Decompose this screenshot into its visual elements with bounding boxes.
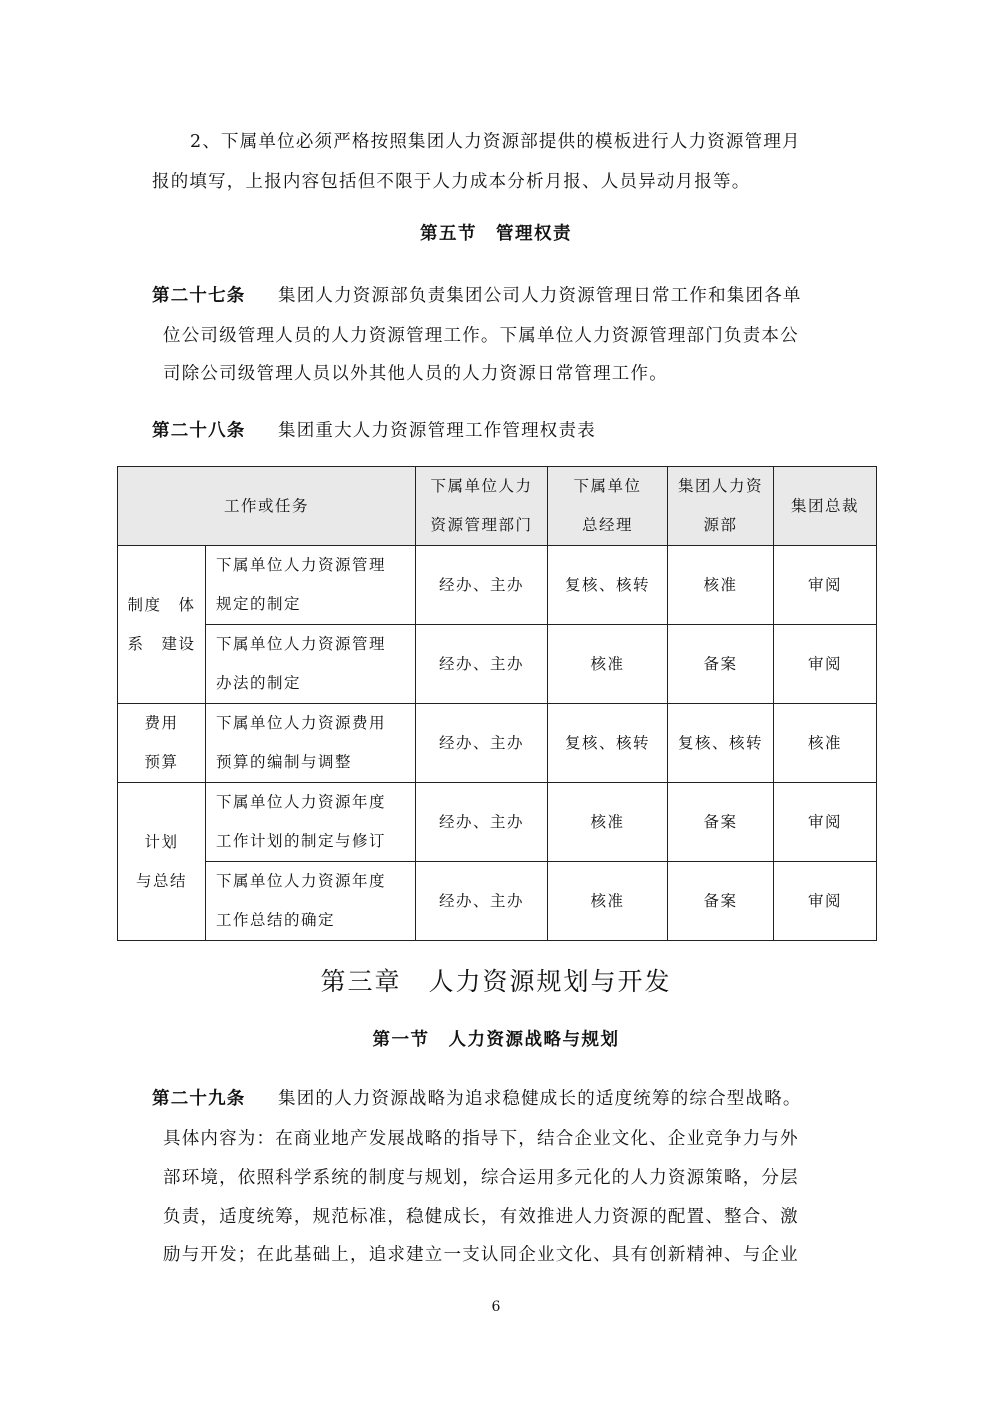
table-row bbox=[118, 704, 877, 783]
category-cell: 制度 体 系 建设 bbox=[118, 546, 206, 704]
article-27-line-3: 司除公司级管理人员以外其他人员的人力资源日常管理工作。 bbox=[163, 364, 668, 384]
article-29-line-2: 具体内容为：在商业地产发展战略的指导下，结合企业文化、企业竞争力与外 bbox=[163, 1129, 799, 1149]
paragraph-2-line-2: 报的填写，上报内容包括但不限于人力成本分析月报、人员异动月报等。 bbox=[152, 172, 751, 192]
category-cell: 计划 与总结 bbox=[118, 783, 206, 941]
cell-dept: 经办、主办 bbox=[416, 625, 548, 704]
article-28-line bbox=[152, 417, 596, 442]
cell-gm: 核准 bbox=[548, 625, 668, 704]
cell-gm: 复核、核转 bbox=[548, 704, 668, 783]
table-row bbox=[118, 783, 877, 862]
task-cell: 下属单位人力资源费用 预算的编制与调整 bbox=[206, 704, 416, 783]
article-29-heading: 第二十九条 bbox=[152, 1089, 246, 1109]
article-29-line-3: 部环境，依照科学系统的制度与规划，综合运用多元化的人力资源策略，分层 bbox=[163, 1168, 799, 1188]
cell-group-hr: 备案 bbox=[668, 862, 774, 941]
category-cell: 费用 预算 bbox=[118, 704, 206, 783]
cell-president: 审阅 bbox=[774, 625, 877, 704]
cell-dept: 经办、主办 bbox=[416, 783, 548, 862]
article-27-line-2: 位公司级管理人员的人力资源管理工作。下属单位人力资源管理部门负责本公 bbox=[163, 326, 799, 346]
cell-dept: 经办、主办 bbox=[416, 546, 548, 625]
task-cell: 下属单位人力资源管理 办法的制定 bbox=[206, 625, 416, 704]
table-row bbox=[118, 862, 877, 941]
article-28-text: 集团重大人力资源管理工作管理权责表 bbox=[278, 421, 596, 441]
cell-dept: 经办、主办 bbox=[416, 862, 548, 941]
cell-gm: 复核、核转 bbox=[548, 546, 668, 625]
article-29-line-1 bbox=[152, 1085, 802, 1110]
header-task: 工作或任务 bbox=[118, 467, 416, 546]
table-row bbox=[118, 625, 877, 704]
section-5-title: 第五节 管理权责 bbox=[420, 224, 572, 244]
header-dept: 下属单位人力 资源管理部门 bbox=[416, 467, 548, 546]
article-27-heading: 第二十七条 bbox=[152, 286, 246, 306]
task-cell: 下属单位人力资源管理 规定的制定 bbox=[206, 546, 416, 625]
cell-group-hr: 备案 bbox=[668, 783, 774, 862]
header-gm: 下属单位 总经理 bbox=[548, 467, 668, 546]
article-29-line-4: 负责，适度统筹，规范标准，稳健成长，有效推进人力资源的配置、整合、激 bbox=[163, 1207, 799, 1227]
cell-gm: 核准 bbox=[548, 862, 668, 941]
cell-president: 审阅 bbox=[774, 862, 877, 941]
table-row bbox=[118, 546, 877, 625]
header-group-hr: 集团人力资 源部 bbox=[668, 467, 774, 546]
article-28-heading: 第二十八条 bbox=[152, 421, 246, 441]
paragraph-2-line-1: 2、下属单位必须严格按照集团人力资源部提供的模板进行人力资源管理月 bbox=[190, 132, 801, 152]
cell-group-hr: 备案 bbox=[668, 625, 774, 704]
chapter-3-title: 第三章 人力资源规划与开发 bbox=[320, 967, 672, 996]
cell-dept: 经办、主办 bbox=[416, 704, 548, 783]
cell-group-hr: 复核、核转 bbox=[668, 704, 774, 783]
cell-group-hr: 核准 bbox=[668, 546, 774, 625]
article-27-line-1 bbox=[152, 282, 802, 307]
cell-president: 核准 bbox=[774, 704, 877, 783]
article-29-text-1: 集团的人力资源战略为追求稳健成长的适度统筹的综合型战略。 bbox=[278, 1089, 802, 1109]
cell-gm: 核准 bbox=[548, 783, 668, 862]
section-1-title: 第一节 人力资源战略与规划 bbox=[372, 1030, 620, 1050]
authority-table bbox=[117, 466, 877, 941]
cell-president: 审阅 bbox=[774, 546, 877, 625]
cell-president: 审阅 bbox=[774, 783, 877, 862]
article-29-line-5: 励与开发；在此基础上，追求建立一支认同企业文化、具有创新精神、与企业 bbox=[163, 1245, 799, 1265]
article-27-text-1: 集团人力资源部负责集团公司人力资源管理日常工作和集团各单 bbox=[278, 286, 802, 306]
header-president: 集团总裁 bbox=[774, 467, 877, 546]
page-number: 6 bbox=[491, 1299, 501, 1315]
task-cell: 下属单位人力资源年度 工作计划的制定与修订 bbox=[206, 783, 416, 862]
table-header-row bbox=[118, 467, 877, 546]
task-cell: 下属单位人力资源年度 工作总结的确定 bbox=[206, 862, 416, 941]
